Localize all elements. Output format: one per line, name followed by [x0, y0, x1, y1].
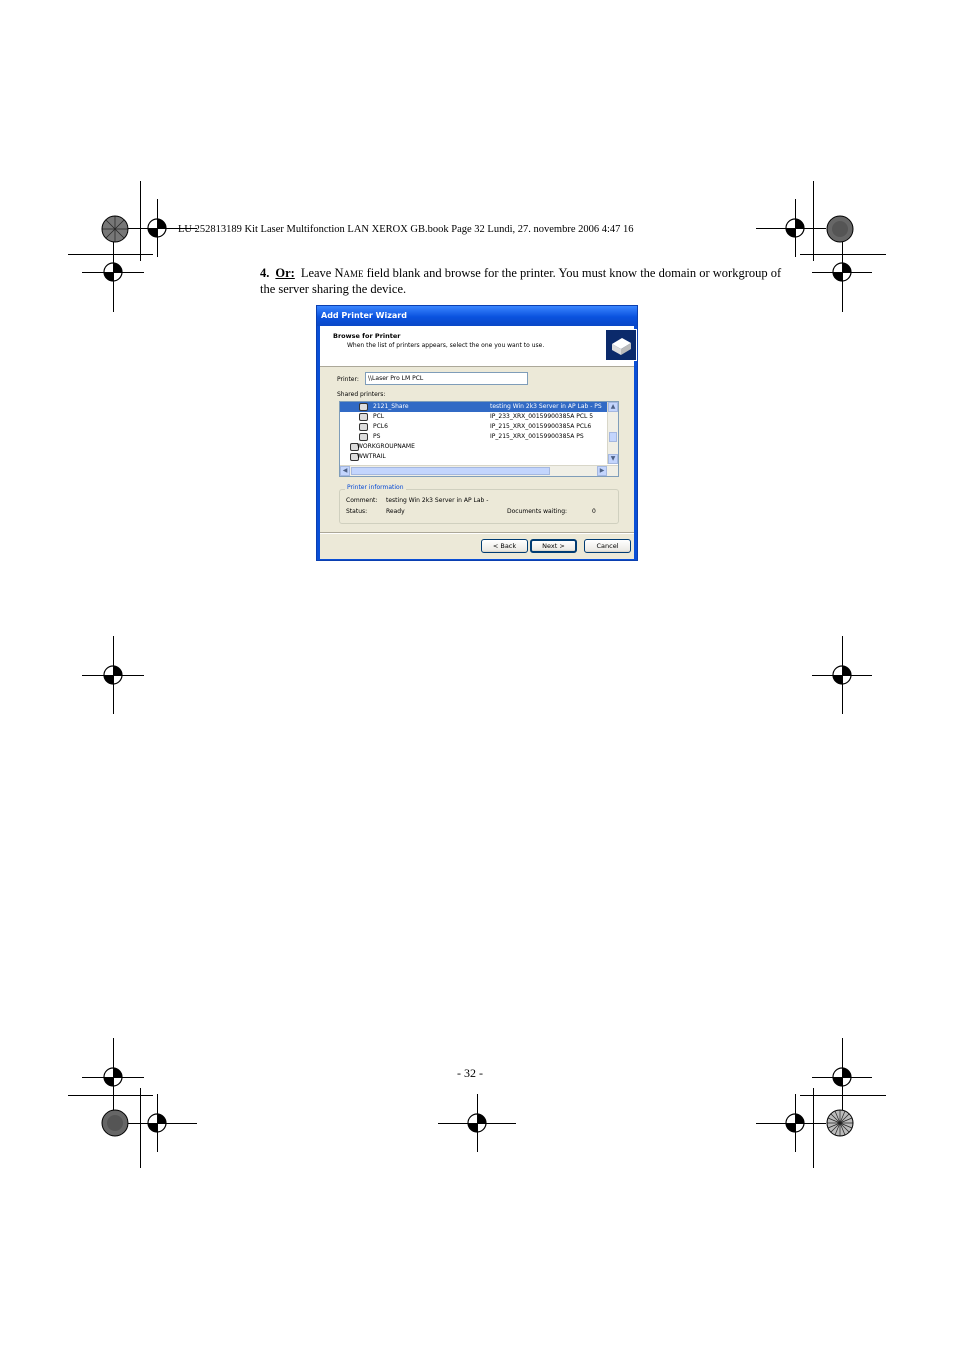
status-value: Ready: [386, 508, 405, 515]
shared-printers-list[interactable]: [339, 401, 619, 477]
horizontal-scrollbar[interactable]: [340, 465, 618, 476]
registration-mark-icon: [98, 257, 128, 287]
printer-input[interactable]: \\Laser Pro LM PCL: [365, 372, 528, 385]
or-label: Or:: [275, 266, 295, 280]
registration-mark-icon: [827, 1062, 857, 1092]
list-item[interactable]: PCL IP_233_XRX_00159900385A PCL 5: [340, 412, 608, 422]
printer-label: Printer:: [337, 376, 359, 383]
registration-mark-icon: [780, 213, 810, 243]
shared-printers-label: Shared printers:: [337, 391, 386, 398]
next-button[interactable]: Next >: [530, 539, 577, 553]
wizard-banner: [320, 326, 634, 367]
scroll-thumb[interactable]: [609, 432, 617, 442]
scroll-up-icon[interactable]: ▲: [608, 402, 618, 412]
list-item[interactable]: 2121_Share testing Win 2k3 Server in AP Lab - PS: [340, 402, 608, 412]
back-button[interactable]: < Back: [481, 539, 528, 553]
banner-subtitle: When the list of printers appears, select the one you want to use.: [347, 342, 545, 349]
comment-label: Comment:: [346, 497, 378, 504]
page-number: - 32 -: [457, 1066, 483, 1080]
dialog-body: [320, 326, 634, 559]
step-text-before: Leave: [300, 266, 335, 280]
scroll-down-icon[interactable]: ▼: [608, 454, 618, 464]
printer-icon: [359, 413, 368, 421]
cancel-button[interactable]: Cancel: [584, 539, 631, 553]
registration-mark-icon: [142, 1108, 172, 1138]
list-item[interactable]: PCL6 IP_215_XRX_00159900385A PCL6: [340, 422, 608, 432]
button-separator: [320, 532, 634, 534]
add-printer-wizard-dialog: [316, 305, 638, 561]
starburst-target-icon: [826, 1109, 854, 1137]
book-header: LU 252813189 Kit Laser Multifonction LAN XEROX GB.book Page 32 Lundi, 27. novembre 2006 4:47 16: [178, 224, 634, 235]
name-field-word: Name: [334, 266, 364, 280]
documents-waiting-value: 0: [592, 508, 596, 515]
registration-mark-icon: [462, 1108, 492, 1138]
registration-mark-icon: [780, 1108, 810, 1138]
starburst-target-icon: [101, 1109, 129, 1137]
documents-waiting-label: Documents waiting:: [507, 508, 568, 515]
registration-mark-icon: [827, 257, 857, 287]
status-label: Status:: [346, 508, 368, 515]
registration-mark-icon: [98, 1062, 128, 1092]
printer-icon: [359, 433, 368, 441]
printer-icon: [359, 403, 368, 411]
dialog-title: Add Printer Wizard: [317, 306, 637, 326]
printer-icon: [359, 423, 368, 431]
scroll-thumb[interactable]: [351, 467, 550, 475]
step-4-instruction: [260, 265, 790, 297]
list-item[interactable]: PS IP_215_XRX_00159900385A PS: [340, 432, 608, 442]
registration-mark-icon: [98, 660, 128, 690]
step-number: 4.: [260, 266, 270, 280]
starburst-target-icon: [101, 215, 129, 243]
scroll-right-icon[interactable]: ▶: [597, 466, 607, 476]
vertical-scrollbar[interactable]: [607, 402, 618, 464]
banner-title: Browse for Printer: [333, 332, 401, 340]
scroll-left-icon[interactable]: ◀: [340, 466, 350, 476]
list-item[interactable]: WORKGROUPNAME: [340, 442, 608, 452]
starburst-target-icon: [826, 215, 854, 243]
printer-wizard-icon: [605, 329, 637, 361]
step-text-after: field blank and browse for the printer. You must know the domain or workgroup of the server sharing the device.: [260, 266, 782, 296]
list-item[interactable]: WWTRAIL: [340, 452, 608, 462]
comment-value: testing Win 2k3 Server in AP Lab -: [386, 497, 489, 504]
registration-mark-icon: [142, 213, 172, 243]
printer-information-title: Printer information: [347, 484, 404, 491]
printer-information-group: [339, 489, 619, 524]
registration-mark-icon: [827, 660, 857, 690]
